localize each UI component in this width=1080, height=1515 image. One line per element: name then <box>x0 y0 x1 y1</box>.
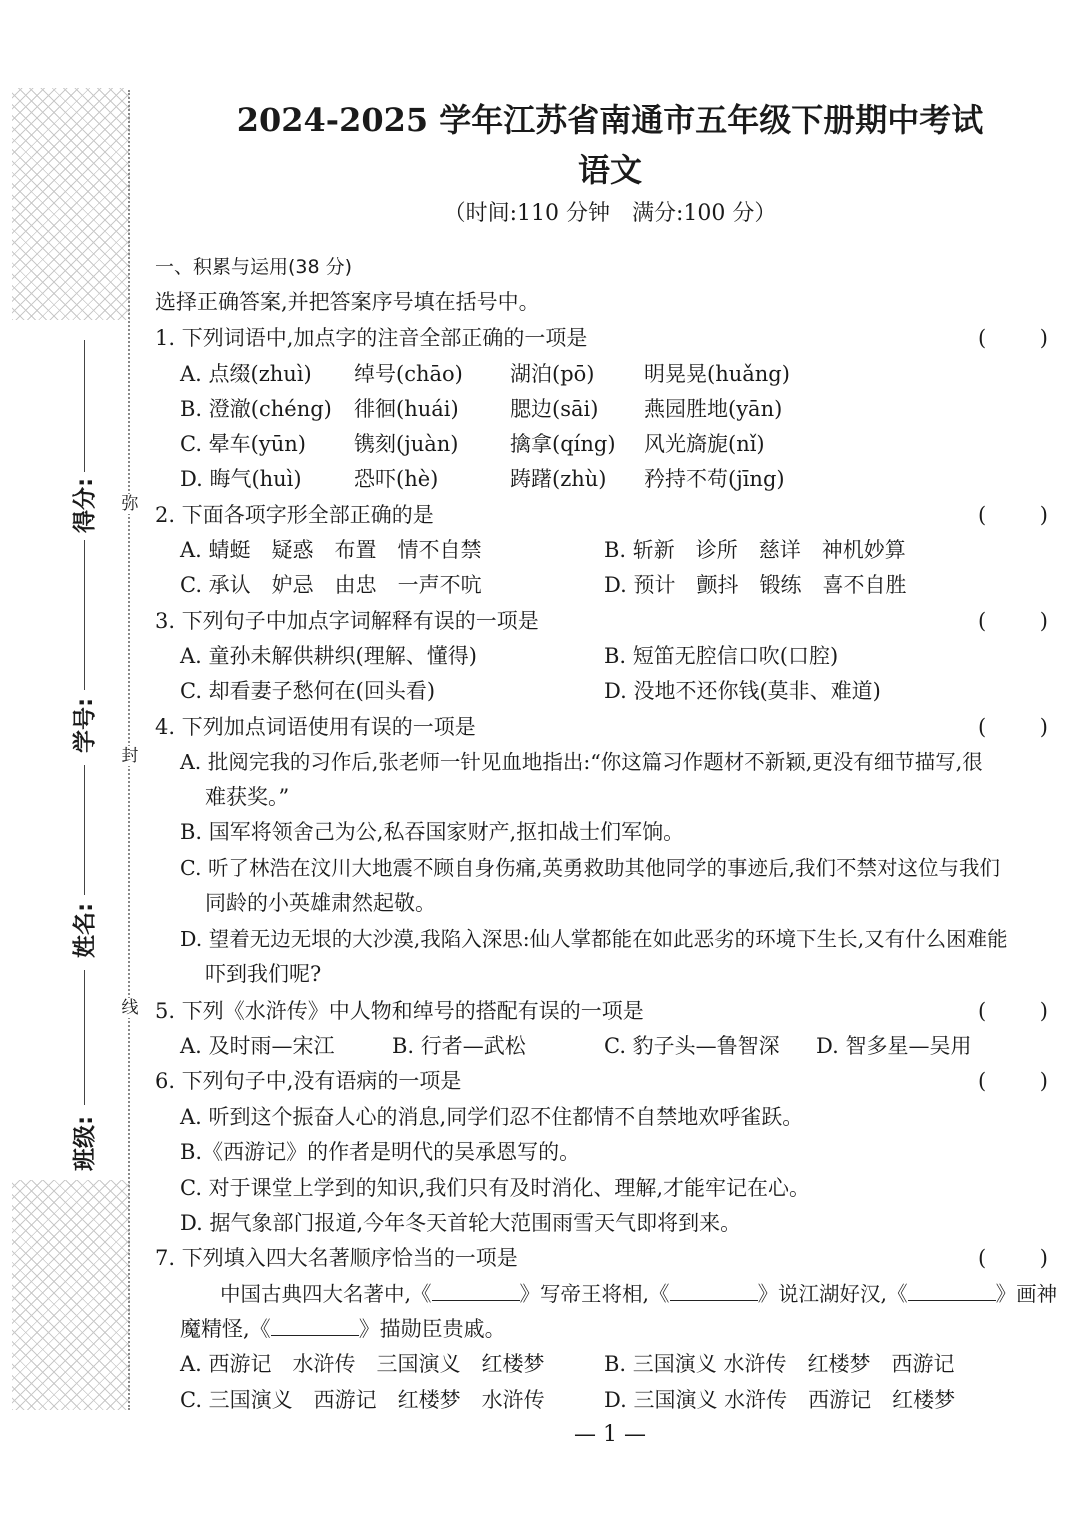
q7-blank-4[interactable] <box>271 1313 359 1336</box>
q5-option-c: C. 豹子头—鲁智深 <box>604 1034 780 1058</box>
q5-answer-blank[interactable]: ( ) <box>978 999 1048 1023</box>
q6-option-c: C. 对于课堂上学到的知识,我们只有及时消化、理解,才能牢记在心。 <box>180 1176 811 1200</box>
q4-option-c-line1: C. 听了林浩在汶川大地震不顾自身伤痛,英勇救助其他同学的事迹后,我们不禁对这位与我们 <box>180 856 1001 880</box>
q1-a-3: 湖泊(pō) <box>510 362 595 386</box>
q7-blank-3[interactable] <box>908 1278 996 1301</box>
q1-a-4: 明晃晃(huǎng) <box>644 362 790 386</box>
q6-option-b: B.《西游记》的作者是明代的吴承恩写的。 <box>180 1140 581 1164</box>
q7-option-b: B. 三国演义 水浒传 红楼梦 西游记 <box>604 1352 955 1376</box>
student-id-line <box>84 540 85 690</box>
q7-option-c: C. 三国演义 西游记 红楼梦 水浒传 <box>180 1388 545 1412</box>
q6-option-a: A. 听到这个振奋人心的消息,同学们忍不住都情不自禁地欢呼雀跃。 <box>180 1105 804 1129</box>
q3-stem: 3. 下列句子中加点字词解释有误的一项是 <box>155 609 539 633</box>
exam-title: 2024-2025 学年江苏省南通市五年级下册期中考试 <box>236 101 984 139</box>
q1-a-2: 绰号(chāo) <box>354 362 463 386</box>
q7-passage-line1: 中国古典四大名著中,《 》写帝王将相,《 》说江湖好汉,《 》画神 <box>220 1277 1057 1311</box>
decorative-pattern-bottom <box>12 1180 130 1410</box>
exam-subject: 语文 <box>577 151 642 189</box>
seal-char-xian: 线 <box>121 998 139 1018</box>
q6-option-d: D. 据气象部门报道,今年冬天首轮大范围雨雪天气即将到来。 <box>180 1211 742 1235</box>
seal-char-feng: 封 <box>121 746 139 766</box>
q1-answer-blank[interactable]: ( ) <box>978 326 1048 350</box>
q5-option-b: B. 行者—武松 <box>392 1034 526 1058</box>
q4-option-c-line2: 同龄的小英雄肃然起敬。 <box>205 891 436 915</box>
q2-option-a: A. 蜻蜓 疑惑 布置 情不自禁 <box>180 538 482 562</box>
q1-b-2: 徘徊(huái) <box>354 397 459 421</box>
q1-b-4: 燕园胜地(yān) <box>644 397 783 421</box>
q7-option-a: A. 西游记 水浒传 三国演义 红楼梦 <box>180 1352 545 1376</box>
q3-answer-blank[interactable]: ( ) <box>978 609 1048 633</box>
q4-option-b: B. 国军将领舍己为公,私吞国家财产,抠扣战士们军饷。 <box>180 820 685 844</box>
name-line <box>84 765 85 895</box>
q4-option-a-line1: A. 批阅完我的习作后,张老师一针见血地指出:“你这篇习作题材不新颖,更没有细节描写,很 <box>180 750 983 774</box>
q3-option-b: B. 短笛无腔信口吹(口腔) <box>604 644 839 668</box>
q7-option-d: D. 三国演义 水浒传 西游记 红楼梦 <box>604 1388 956 1412</box>
q1-d-4: 矜持不苟(jīng) <box>644 467 785 491</box>
q1-stem: 1. 下列词语中,加点字的注音全部正确的一项是 <box>155 326 588 350</box>
q7-blank-1[interactable] <box>432 1278 520 1301</box>
decorative-pattern-top <box>12 88 130 320</box>
q7-blank-2[interactable] <box>670 1278 758 1301</box>
q1-d-3: 踌躇(zhù) <box>510 467 607 491</box>
q1-c-3: 擒拿(qíng) <box>510 432 616 456</box>
q4-option-a-line2: 难获奖。” <box>205 785 290 809</box>
seal-char-mi: 弥 <box>121 494 139 514</box>
q4-option-d-line2: 吓到我们呢? <box>205 962 322 986</box>
q4-stem: 4. 下列加点词语使用有误的一项是 <box>155 715 476 739</box>
q4-answer-blank[interactable]: ( ) <box>978 715 1048 739</box>
class-label: 班级: <box>72 1115 98 1171</box>
q1-b-3: 腮边(sāi) <box>510 397 599 421</box>
page-number: — 1 — <box>574 1422 646 1447</box>
student-id-label: 学号: <box>72 697 98 753</box>
q1-c-2: 镌刻(juàn) <box>354 432 459 456</box>
q1-c-1: C. 晕车(yūn) <box>180 432 306 456</box>
q6-stem: 6. 下列句子中,没有语病的一项是 <box>155 1069 462 1093</box>
q3-option-c: C. 却看妻子愁何在(回头看) <box>180 679 436 703</box>
q4-option-d-line1: D. 望着无边无垠的大沙漠,我陷入深思:仙人掌都能在如此恶劣的环境下生长,又有什么困难能 <box>180 927 1008 951</box>
q2-answer-blank[interactable]: ( ) <box>978 503 1048 527</box>
q2-option-b: B. 斩新 诊所 慈详 神机妙算 <box>604 538 906 562</box>
q7-answer-blank[interactable]: ( ) <box>978 1246 1048 1270</box>
q7-stem: 7. 下列填入四大名著顺序恰当的一项是 <box>155 1246 518 1270</box>
exam-info: （时间:110 分钟 满分:100 分） <box>443 201 777 226</box>
q2-stem: 2. 下面各项字形全部正确的是 <box>155 503 434 527</box>
section-heading: 一、积累与运用(38 分) <box>155 256 353 278</box>
q5-option-a: A. 及时雨—宋江 <box>180 1034 335 1058</box>
score-line <box>84 340 85 472</box>
name-label: 姓名: <box>72 902 98 958</box>
q7-passage-line2: 魔精怪,《 》描勋臣贵戚。 <box>180 1312 506 1346</box>
q1-c-4: 风光旖旎(nǐ) <box>644 432 765 456</box>
q2-option-d: D. 预计 颤抖 锻练 喜不自胜 <box>604 573 907 597</box>
q1-d-1: D. 晦气(huì) <box>180 467 302 491</box>
q6-answer-blank[interactable]: ( ) <box>978 1069 1048 1093</box>
q2-option-c: C. 承认 妒忌 由忠 一声不吭 <box>180 573 482 597</box>
q1-a-1: A. 点缀(zhuì) <box>180 362 312 386</box>
q3-option-a: A. 童孙未解供耕织(理解、懂得) <box>180 644 477 668</box>
class-line <box>84 970 85 1105</box>
q1-d-2: 恐吓(hè) <box>354 467 439 491</box>
q1-b-1: B. 澄澈(chéng) <box>180 397 332 421</box>
section-instruction: 选择正确答案,并把答案序号填在括号中。 <box>155 290 540 314</box>
q5-stem: 5. 下列《水浒传》中人物和绰号的搭配有误的一项是 <box>155 999 644 1023</box>
score-label: 得分: <box>72 477 98 533</box>
q5-option-d: D. 智多星—吴用 <box>816 1034 972 1058</box>
q3-option-d: D. 没地不还你钱(莫非、难道) <box>604 679 881 703</box>
